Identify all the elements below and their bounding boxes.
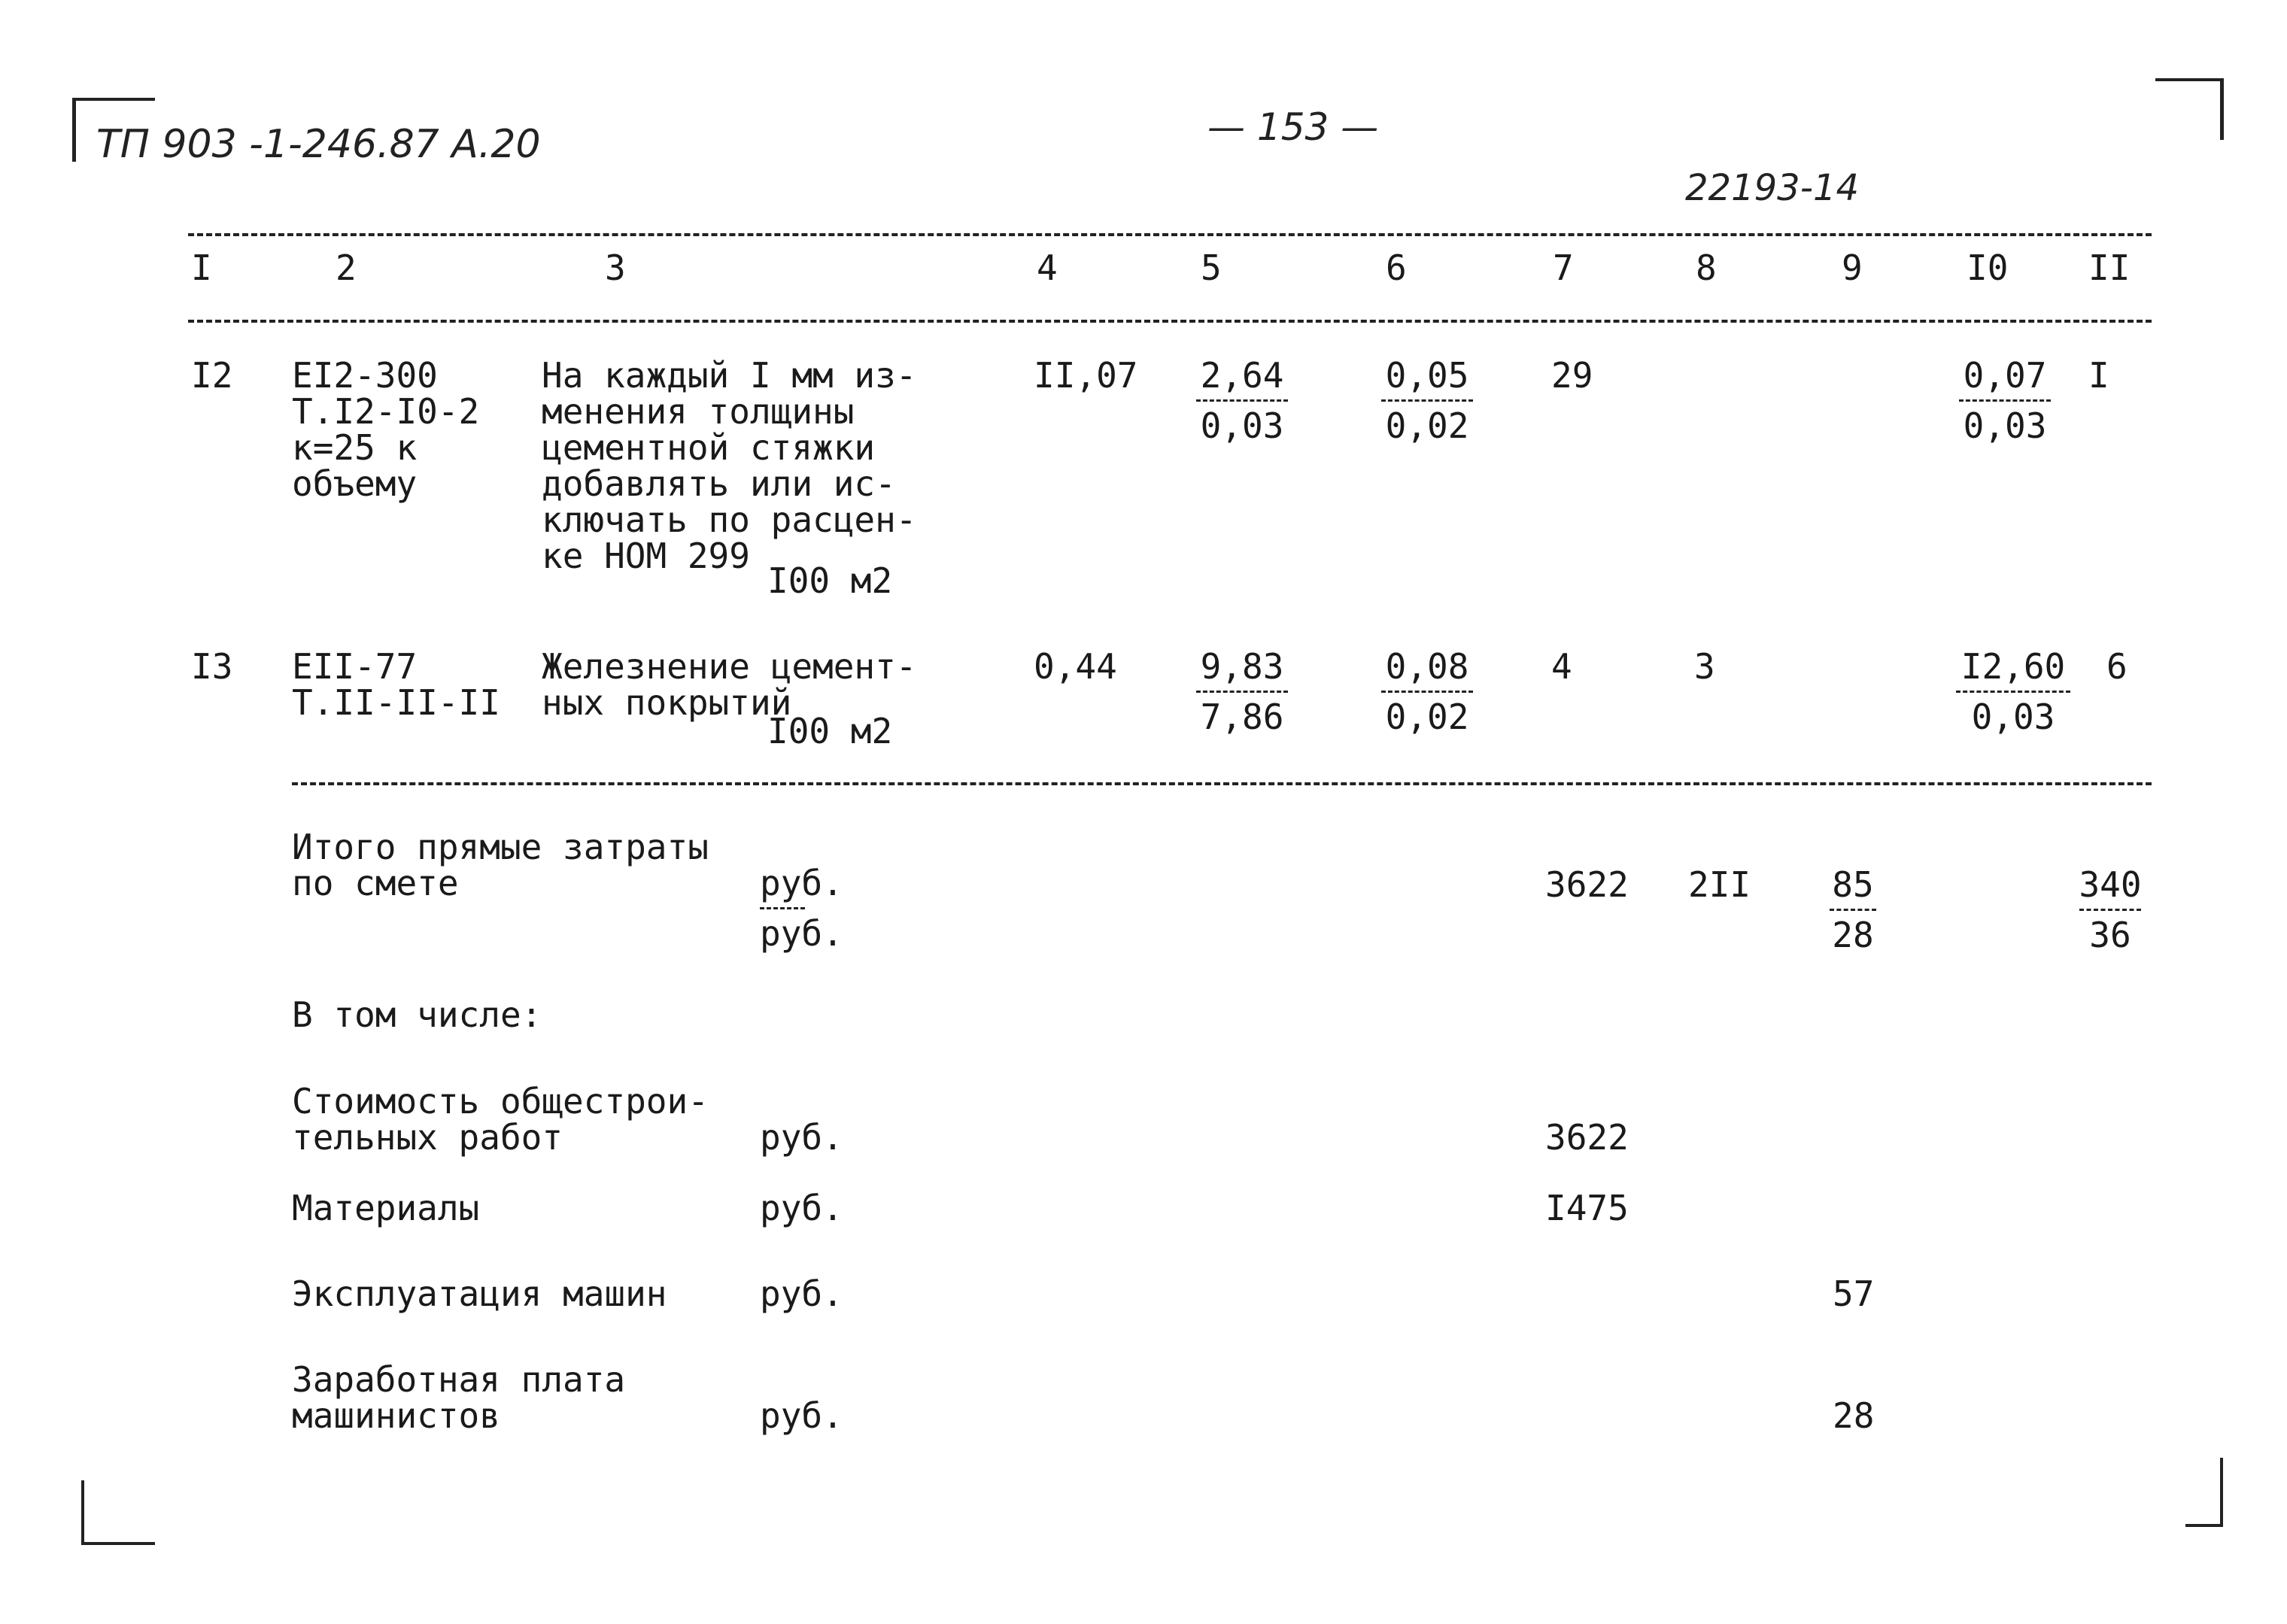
cell-col5: 2,64 0,03	[1193, 357, 1291, 444]
cell-col8: 3	[1694, 646, 1715, 687]
frame-mark-top-right-h	[2155, 78, 2223, 81]
frame-mark-top-right-v	[2220, 78, 2224, 140]
column-header: I0	[1967, 247, 2009, 288]
materials-label: Материалы	[292, 1188, 480, 1228]
frame-mark-bottom-left-v	[81, 1480, 84, 1544]
column-header: 4	[1037, 247, 1058, 288]
general-construction-label: Стоимость общестрои- тельных работ	[292, 1081, 709, 1158]
column-header: 5	[1201, 247, 1222, 288]
column-header: II	[2088, 247, 2131, 288]
general-construction-col7: 3622	[1545, 1117, 1629, 1158]
table-top-rule	[188, 233, 2152, 236]
cell-col4: 0,44	[1034, 646, 1117, 687]
machine-operation-unit: руб.	[760, 1273, 843, 1314]
cell-col6: 0,08 0,02	[1378, 648, 1476, 735]
table-header-bottom-rule	[188, 320, 2152, 323]
row-description: Железнение цемент- ных покрытий	[542, 646, 917, 723]
including-label: В том числе:	[292, 994, 542, 1035]
cell-col11: I	[2088, 355, 2109, 396]
cell-col5: 9,83 7,86	[1193, 648, 1291, 735]
cell-col10: I2,60 0,03	[1953, 648, 2073, 735]
column-header: 9	[1842, 247, 1863, 288]
frame-mark-bottom-right-h	[2185, 1524, 2223, 1527]
frame-mark-bottom-left-h	[81, 1542, 155, 1545]
cell-col7: 29	[1551, 355, 1593, 396]
row-unit: I00 м2	[767, 711, 893, 751]
column-header: 6	[1386, 247, 1407, 288]
cell-col7: 4	[1551, 646, 1572, 687]
direct-costs-col11: 340 36	[2079, 864, 2142, 955]
machine-operation-label: Эксплуатация машин	[292, 1273, 667, 1314]
frame-mark-bottom-right-v	[2220, 1458, 2223, 1527]
document-code: ТП 903 -1-246.87 А.20	[96, 122, 541, 167]
direct-costs-col8: 2II	[1688, 864, 1751, 905]
column-header: 3	[605, 247, 626, 288]
direct-costs-unit: руб. руб.	[760, 863, 843, 954]
operators-wages-unit: руб.	[760, 1395, 843, 1436]
column-header: 7	[1553, 247, 1574, 288]
row-code: EII-77 Т.II-II-II	[292, 646, 500, 723]
cell-col4: II,07	[1034, 355, 1138, 396]
row-description: На каждый I мм из- менения толщины цементной стяжки добавлять или ис- ключать по расцен- ке НОМ 299	[542, 355, 917, 576]
column-header: 8	[1696, 247, 1717, 288]
general-construction-unit: руб.	[760, 1117, 843, 1158]
direct-costs-label: Итого прямые затраты по смете	[292, 827, 709, 903]
machine-operation-col9: 57	[1833, 1273, 1875, 1314]
direct-costs-col7: 3622	[1545, 864, 1629, 905]
column-header: 2	[336, 247, 357, 288]
operators-wages-col9: 28	[1833, 1395, 1875, 1436]
column-header: I	[191, 247, 212, 288]
operators-wages-label: Заработная плата машинистов	[292, 1359, 626, 1436]
totals-separator-rule	[292, 782, 2152, 785]
materials-col7: I475	[1545, 1188, 1629, 1228]
sheet-code: 22193-14	[1685, 167, 1860, 209]
frame-mark-top-left-h	[72, 98, 155, 101]
materials-unit: руб.	[760, 1188, 843, 1228]
cell-col11: 6	[2106, 646, 2128, 687]
row-unit: I00 м2	[767, 560, 893, 601]
row-number: I3	[191, 646, 233, 687]
page-number: — 153 —	[1207, 105, 1379, 149]
direct-costs-col9: 85 28	[1827, 867, 1879, 953]
frame-mark-top-left-v	[72, 98, 76, 162]
cell-col6: 0,05 0,02	[1378, 357, 1476, 444]
cell-col10: 0,07 0,03	[1956, 357, 2054, 444]
row-code: EI2-300 Т.I2-I0-2 к=25 к объему	[292, 355, 480, 504]
row-number: I2	[191, 355, 233, 396]
